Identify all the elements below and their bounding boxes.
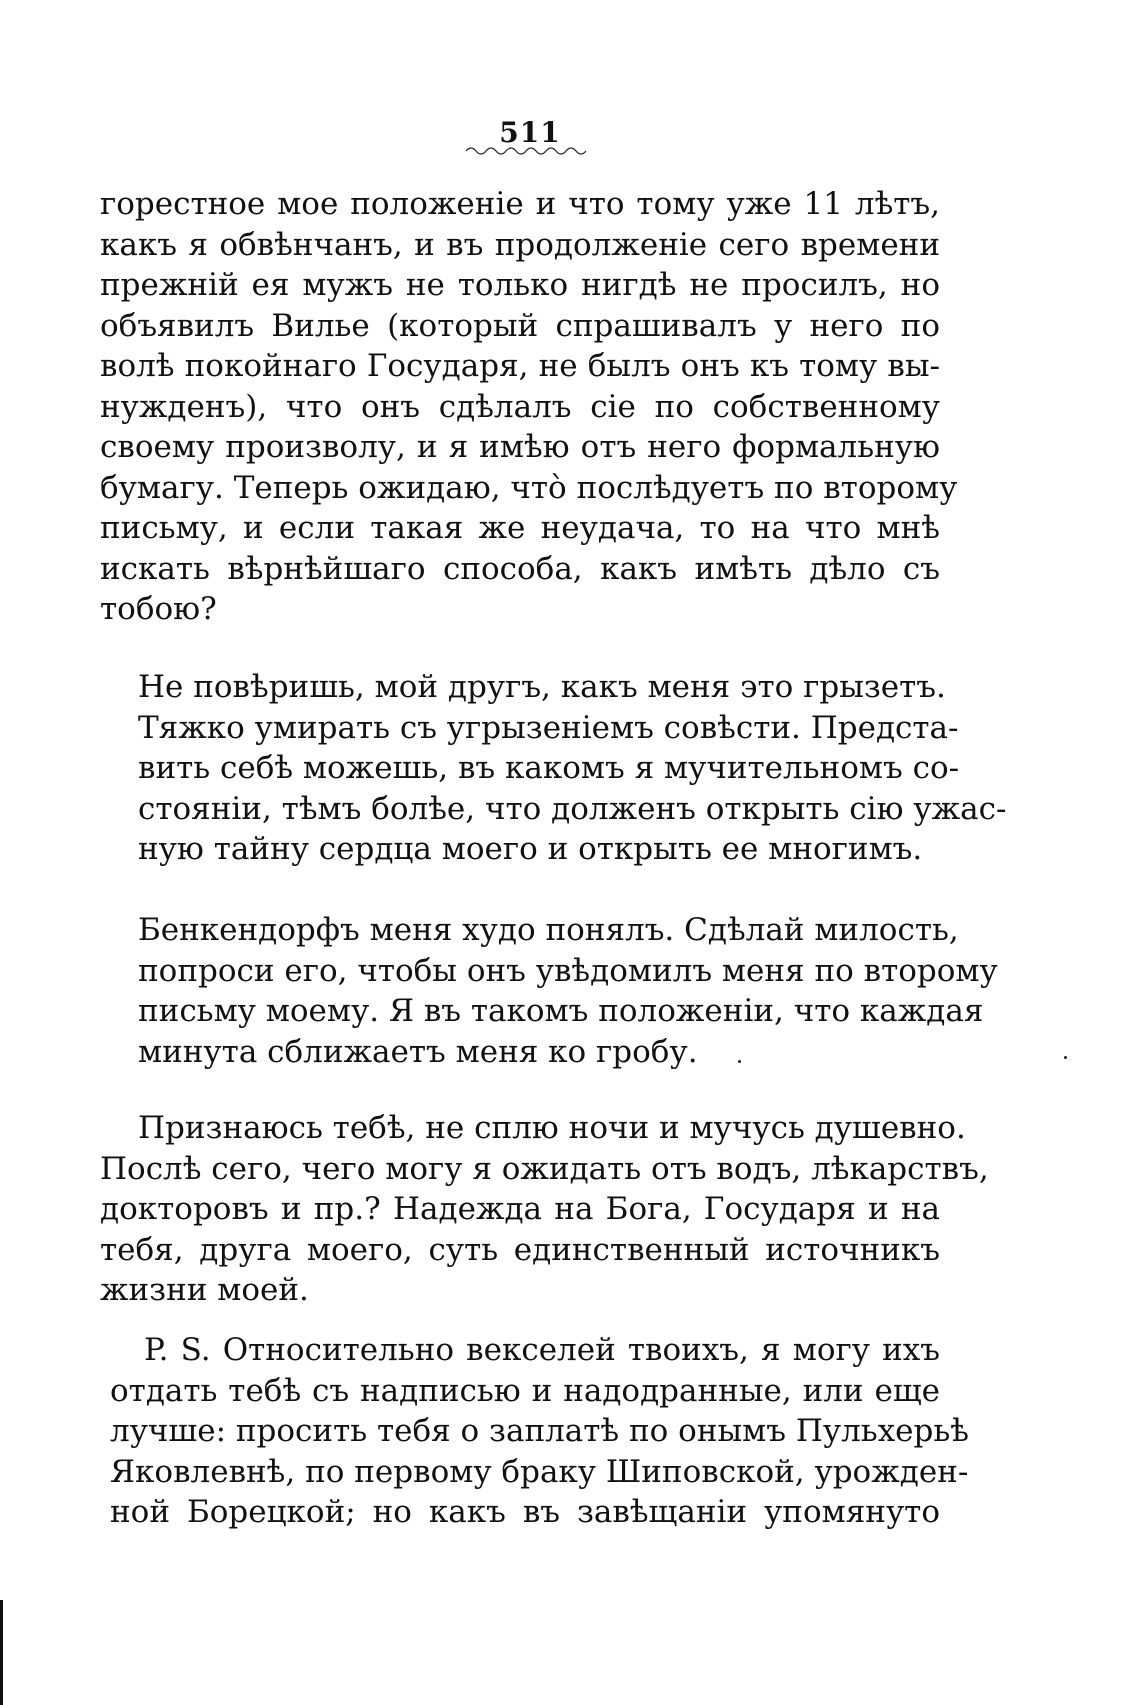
text-line: бумагу. Теперь ожидаю, что̀ послѣдуетъ по второму	[100, 469, 958, 506]
text-line: какъ я обвѣнчанъ, и въ продолженіе сего времени	[100, 226, 940, 263]
text-line: нужденъ), что онъ сдѣлалъ сіе по собственному	[100, 388, 940, 425]
paragraph-3	[138, 910, 998, 1072]
text-line: тобою?	[100, 591, 217, 627]
text-line: минута сближаетъ меня ко гробу.	[138, 1033, 698, 1070]
text-line: лучше: просить тебя о заплатѣ по онымъ Пульхерьѣ	[110, 1413, 969, 1449]
text-line: жизни моей.	[100, 1272, 309, 1308]
paragraph-5-postscript	[110, 1330, 969, 1533]
text-line: тебя, друга моего, суть единственный источникъ	[100, 1231, 940, 1268]
text-line: прежній ея мужъ не только нигдѣ не просилъ, но	[100, 267, 940, 303]
text-line: ной Борецкой; но какъ въ завѣщаніи упомянуто	[110, 1494, 940, 1530]
paragraph-2	[138, 667, 1007, 870]
text-line: ную тайну сердца моего и открыть ее многимъ.	[138, 831, 923, 867]
text-line: письму, и если такая же неудача, то на что мнѣ	[100, 510, 940, 546]
text-line: отдать тебѣ съ надписью и надодранные, или еще	[110, 1372, 940, 1409]
text-line: искать вѣрнѣйшаго способа, какъ имѣть дѣло съ	[100, 550, 940, 587]
text-line: Не повѣришь, мой другъ, какъ меня это грызетъ.	[138, 669, 946, 705]
scan-margin-line	[0, 1600, 3, 1705]
text-line: объявилъ Вилье (который спрашивалъ у него по	[100, 307, 940, 344]
print-speck	[1064, 1056, 1067, 1059]
text-line: Яковлевнѣ, по первому браку Шиповской, урожден-	[110, 1453, 969, 1490]
text-line: волѣ покойнаго Государя, не былъ онъ къ тому вы-	[100, 348, 940, 384]
text-line: Бенкендорфъ меня худо понялъ. Сдѣлай милость,	[138, 912, 959, 948]
page-number-ornament	[466, 145, 590, 155]
text-line: докторовъ и пр.? Надежда на Бога, Государя и на	[100, 1191, 940, 1227]
text-line: Тяжко умирать съ угрызеніемъ совѣсти. Предста-	[138, 709, 959, 746]
print-speck	[738, 1060, 741, 1063]
text-line: Послѣ сего, чего могу я ожидать отъ водъ, лѣкарствъ,	[100, 1150, 989, 1187]
paragraph-1	[100, 184, 958, 630]
text-line: попроси его, чтобы онъ увѣдомилъ меня по второму	[138, 952, 998, 989]
page-number: 511	[499, 116, 561, 149]
text-line: письму моему. Я въ такомъ положеніи, что каждая	[138, 993, 984, 1029]
text-line: стояніи, тѣмъ болѣе, что долженъ открыть сію ужас-	[138, 790, 1007, 827]
text-line: горестное мое положеніе и что тому уже 11 лѣтъ,	[100, 186, 940, 222]
text-line: Признаюсь тебѣ, не сплю ночи и мучусь душевно.	[138, 1110, 966, 1146]
text-line: вить себѣ можешь, въ какомъ я мучительномъ со-	[138, 750, 960, 786]
text-line: P. S. Относительно векселей твоихъ, я могу ихъ	[144, 1332, 940, 1368]
paragraph-4	[100, 1108, 989, 1311]
text-line: своему произволу, и я имѣю отъ него формальную	[100, 429, 940, 465]
